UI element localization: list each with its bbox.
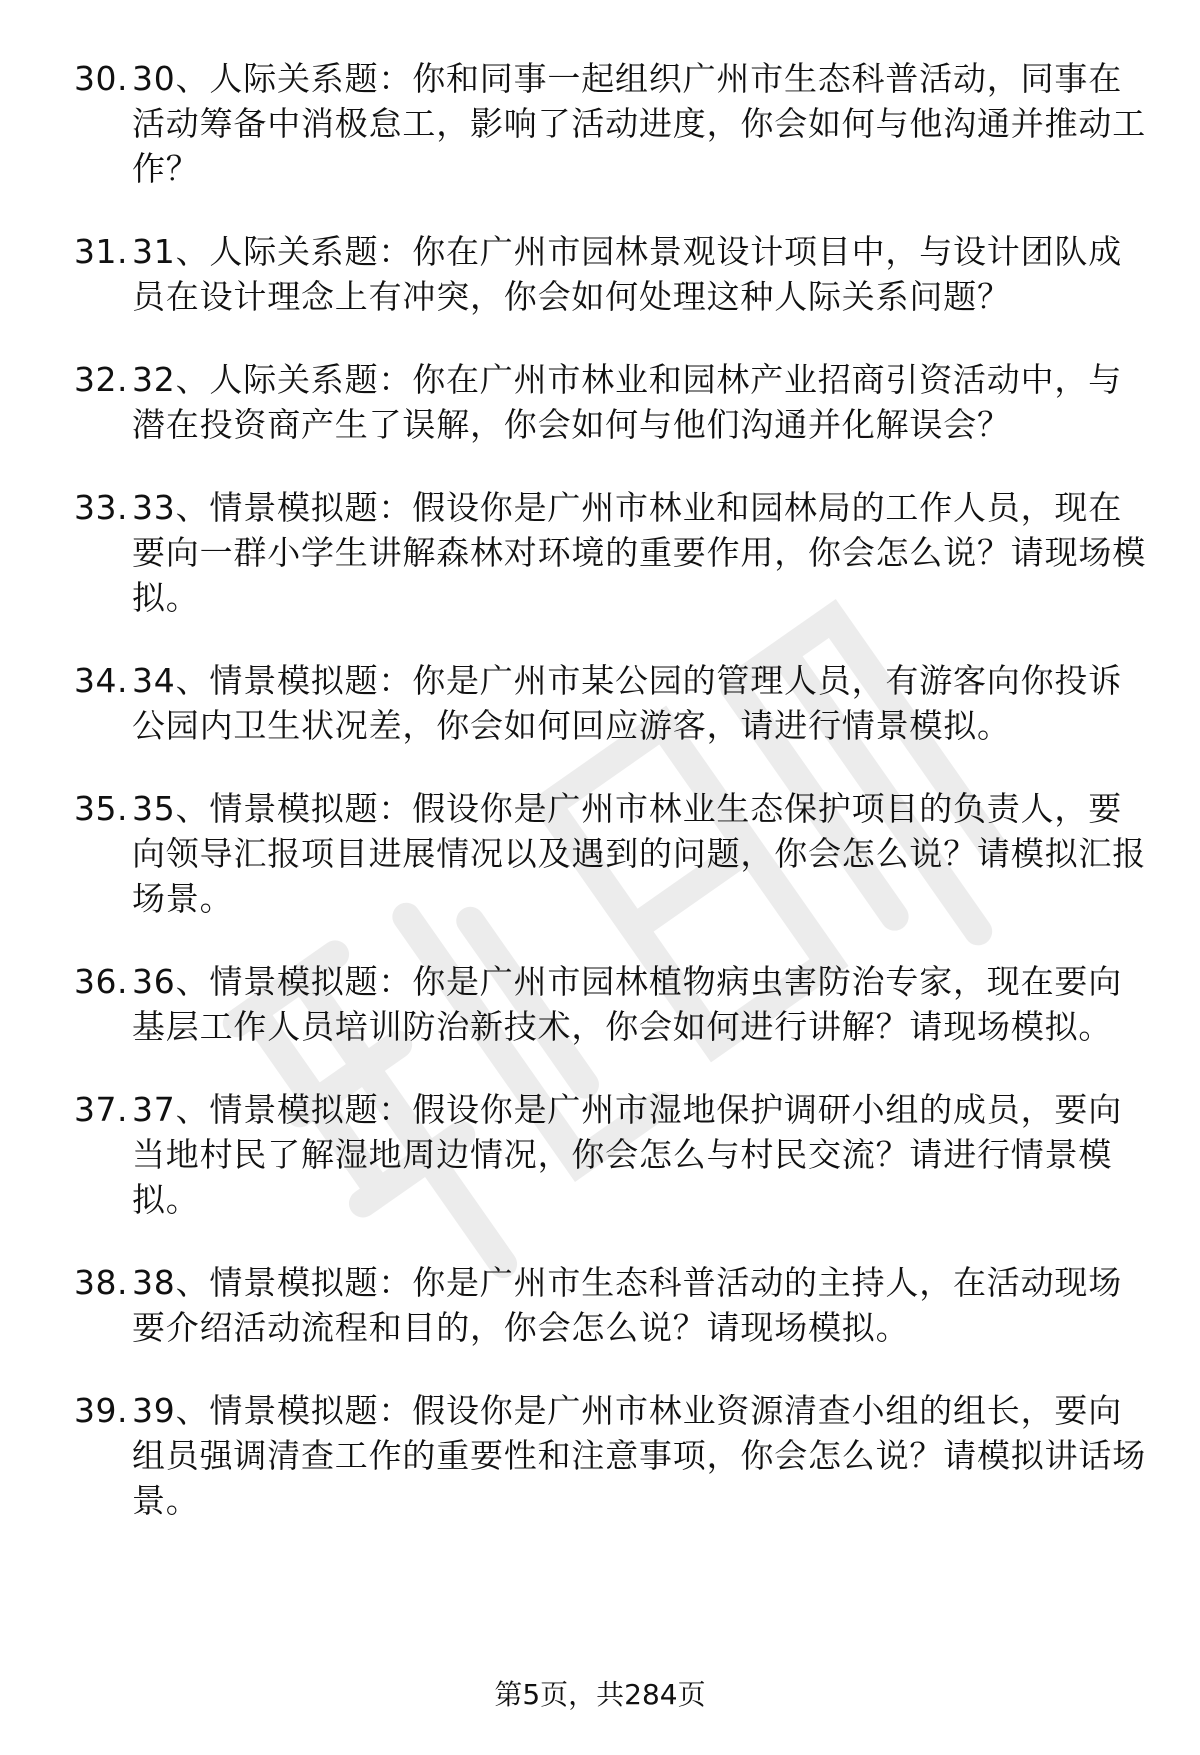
list-item-number: 37. [74,1090,128,1129]
list-item-text: 35、情景模拟题：假设你是广州市林业生态保护项目的负责人，要向领导汇报项目进展情况以及遇到的问题，你会怎么说？请模拟汇报场景。 [132,789,1146,918]
list-item [0,229,1200,319]
list-item [0,786,1200,921]
list-item-text: 38、情景模拟题：你是广州市生态科普活动的主持人，在活动现场要介绍活动流程和目的，你会怎么说？请现场模拟。 [132,1263,1122,1347]
list-item-number: 38. [74,1263,128,1302]
list-item-text: 32、人际关系题：你在广州市林业和园林产业招商引资活动中，与潜在投资商产生了误解，你会如何与他们沟通并化解误会？ [132,360,1122,444]
list-item-text: 31、人际关系题：你在广州市园林景观设计项目中，与设计团队成员在设计理念上有冲突，你会如何处理这种人际关系问题？ [132,232,1122,316]
list-item-text: 33、情景模拟题：假设你是广州市林业和园林局的工作人员，现在要向一群小学生讲解森林对环境的重要作用，你会怎么说？请现场模拟。 [132,488,1146,617]
list-item-number: 32. [74,360,128,399]
list-item [0,485,1200,620]
list-item-text: 30、人际关系题：你和同事一起组织广州市生态科普活动，同事在活动筹备中消极怠工，影响了活动进度，你会如何与他沟通并推动工作？ [132,59,1146,188]
list-item [0,1087,1200,1222]
list-item [0,357,1200,447]
list-item-number: 34. [74,661,128,700]
list-item [0,1260,1200,1350]
list-item-number: 30. [74,59,128,98]
list-item [0,658,1200,748]
list-item [0,959,1200,1049]
list-item-number: 39. [74,1391,128,1430]
question-list [0,56,1200,1561]
list-item-text: 37、情景模拟题：假设你是广州市湿地保护调研小组的成员，要向当地村民了解湿地周边情况，你会怎么与村民交流？请进行情景模拟。 [132,1090,1122,1219]
list-item-text: 34、情景模拟题：你是广州市某公园的管理人员，有游客向你投诉公园内卫生状况差，你会如何回应游客，请进行情景模拟。 [132,661,1122,745]
list-item-number: 31. [74,232,128,271]
list-item-text: 39、情景模拟题：假设你是广州市林业资源清查小组的组长，要向组员强调清查工作的重要性和注意事项，你会怎么说？请模拟讲话场景。 [132,1391,1146,1520]
list-item [0,56,1200,191]
list-item-number: 33. [74,488,128,527]
list-item-number: 36. [74,962,128,1001]
list-item-number: 35. [74,789,128,828]
list-item [0,1388,1200,1523]
page-number-footer: 第5页，共284页 [494,1678,706,1711]
list-item-text: 36、情景模拟题：你是广州市园林植物病虫害防治专家，现在要向基层工作人员培训防治新技术，你会如何进行讲解？请现场模拟。 [132,962,1122,1046]
